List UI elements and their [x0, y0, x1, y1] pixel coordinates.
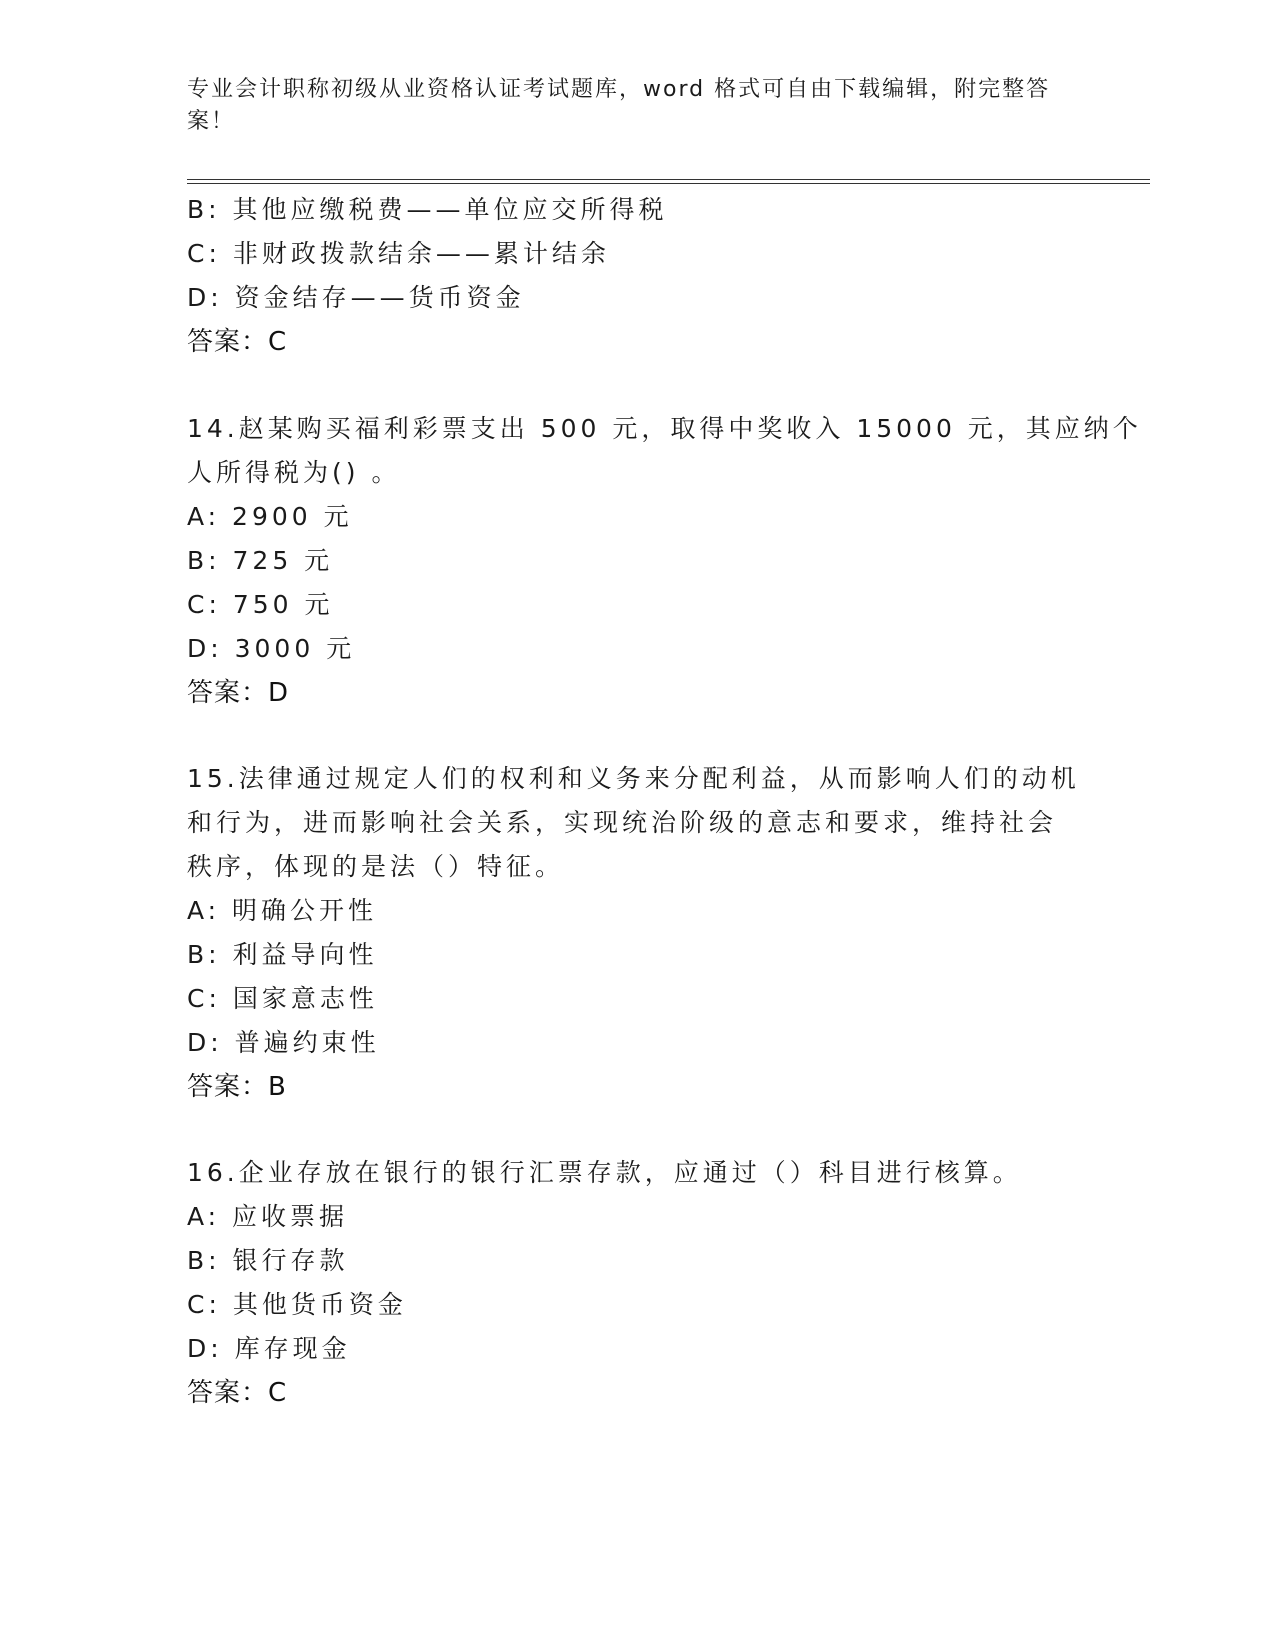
q15-answer: 答案：B — [187, 1072, 287, 1102]
document-header — [187, 74, 1067, 138]
q13-option-b: B: 其他应缴税费——单位应交所得税 — [187, 195, 668, 224]
q15-option-d: D: 普遍约束性 — [187, 1028, 380, 1057]
q15-stem-line-2: 和行为，进而影响社会关系，实现统治阶级的意志和要求，维持社会 — [187, 808, 1058, 837]
q14-answer: 答案：D — [187, 678, 290, 708]
q14-stem-line-1: 14.赵某购买福利彩票支出 500 元，取得中奖收入 15000 元，其应纳个 — [187, 414, 1142, 443]
header-line-1: 专业会计职称初级从业资格认证考试题库，word 格式可自由下载编辑，附完整答 — [187, 77, 1051, 102]
q16-answer: 答案：C — [187, 1378, 288, 1408]
q16-option-b: B: 银行存款 — [187, 1246, 349, 1275]
q14-option-b: B: 725 元 — [187, 546, 334, 575]
q16-option-d: D: 库存现金 — [187, 1334, 351, 1363]
q14-option-c: C: 750 元 — [187, 590, 334, 619]
header-divider — [187, 179, 1150, 184]
q15-option-b: B: 利益导向性 — [187, 940, 378, 969]
q15-option-a: A: 明确公开性 — [187, 896, 378, 925]
q14-option-d: D: 3000 元 — [187, 634, 356, 663]
q16-option-c: C: 其他货币资金 — [187, 1290, 407, 1319]
q15-stem-line-1: 15.法律通过规定人们的权利和义务来分配利益，从而影响人们的动机 — [187, 764, 1080, 793]
q14-stem-line-2: 人所得税为() 。 — [187, 458, 401, 487]
q13-option-c: C: 非财政拨款结余——累计结余 — [187, 239, 610, 268]
q15-option-c: C: 国家意志性 — [187, 984, 378, 1013]
q14-option-a: A: 2900 元 — [187, 502, 353, 531]
header-line-2: 案！ — [187, 109, 236, 134]
q16-stem-line-1: 16.企业存放在银行的银行汇票存款，应通过（）科目进行核算。 — [187, 1158, 1022, 1187]
q16-option-a: A: 应收票据 — [187, 1202, 349, 1231]
q13-answer: 答案：C — [187, 327, 288, 357]
q13-option-d: D: 资金结存——货币资金 — [187, 283, 525, 312]
q15-stem-line-3: 秩序，体现的是法（）特征。 — [187, 852, 565, 881]
